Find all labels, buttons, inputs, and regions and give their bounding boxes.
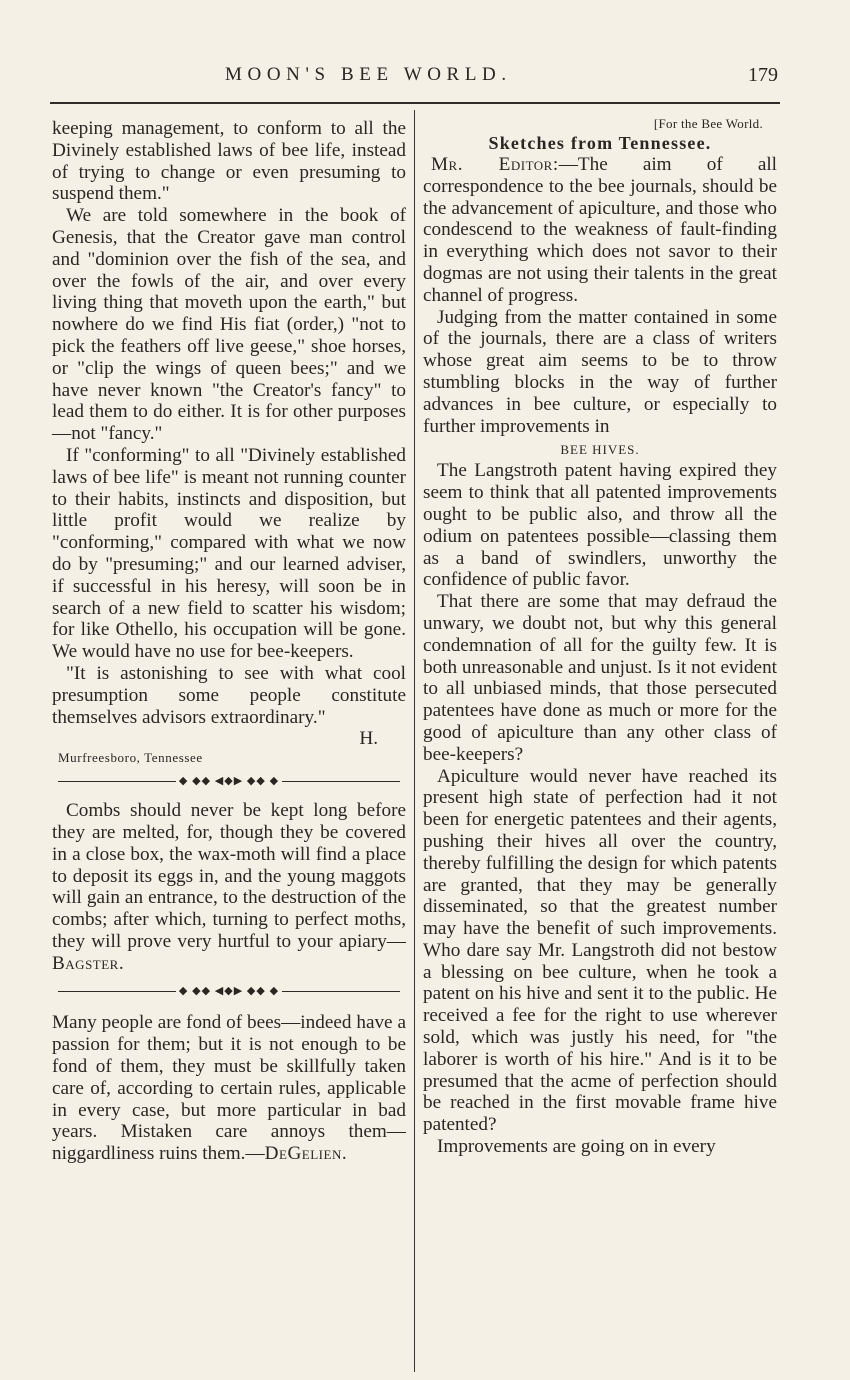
column-divider: [414, 110, 415, 1372]
salutation: Mr. Editor:: [431, 154, 559, 175]
running-title: MOON'S BEE WORLD.: [225, 64, 512, 85]
divider-line: [282, 781, 400, 782]
ornamental-divider: [52, 774, 406, 788]
dateline: Murfreesboro, Tennessee: [58, 750, 203, 766]
paragraph: If "conforming" to all "Divinely established laws of bee life" is meant not running counter to their habits, instincts and disposition, but little profit would we realize by "conforming," compared with what we now do by "presuming;" and our learned adviser, if successful in his heresy, will soon be in search of a new field to scatter his wisdom; for like Othello, his occupation will be gone. We would have no use for bee-keepers.: [52, 444, 406, 663]
paragraph: [423, 154, 777, 307]
author-initial: H.: [359, 728, 378, 750]
header-rule: [50, 102, 780, 104]
paragraph: [52, 800, 406, 974]
section-heading: BEE HIVES.: [560, 442, 640, 458]
right-column: [423, 117, 777, 1158]
page-number: 179: [748, 64, 778, 86]
paragraph-text: Combs should never be kept long before they are melted, for, though they be covered in a close box, the wax-moth will find a place to deposit its eggs in, and the young maggots will gain an entrance, to the destruction of the combs; after which, turning to perfect moths, they will prove very hurtful to your apiary—: [52, 800, 406, 952]
author-name: Bagster.: [52, 952, 125, 974]
source-note: [For the Bee World.: [653, 116, 763, 131]
paragraph: [52, 1012, 406, 1165]
paragraph: keeping management, to conform to all the Divinely established laws of bee life, instead of trying to change or even presuming to suspend them.": [52, 118, 406, 205]
left-column: [52, 118, 406, 1165]
paragraph: Judging from the matter contained in some of the journals, there are a class of writers whose great aim seems to be to throw stumbling blocks in the way of further advances in bee culture, or especially to further improvements in: [423, 306, 777, 437]
divider-ornament: ◆ ◆◆ ◀◆▶ ◆◆ ◆: [178, 984, 280, 997]
paragraph-text: —The aim of all correspondence to the bee journals, should be the advancement of apiculture, and those who condescend to the weakness of fault-finding in everything which does not savor to their dogmas are not using their talents in the great channel of progress.: [423, 154, 778, 306]
paragraph: Improvements are going on in every: [437, 1136, 716, 1158]
paragraph: We are told somewhere in the book of Genesis, that the Creator gave man control and "dominion over the fish of the sea, and over the fowls of the air, and over every living thing that moveth upon the earth," but nowhere do we find His fiat (order,) "not to pick the feathers off live geese," shoe horses, or "clip the wings of queen bees;" and we have never known "the Creator's fancy" to lead them to do either. It is for other purposes—not "fancy.": [52, 205, 406, 445]
paragraph-text: Many people are fond of bees—indeed have a passion for them; but it is not enough to be fond of them, they must be skillfully taken care of, according to certain rules, applicable in every case, but more particular in bad years. Mistaken care annoys them—niggardliness ruins them.—: [52, 1012, 406, 1165]
paragraph: The Langstroth patent having expired they seem to think that all patented improvements ought to be public also, and throw all the odium on patentees possible—classing them as a band of swindlers, unworthy the confidence of public favor.: [423, 460, 777, 591]
author-name: DeGelien.: [264, 1143, 348, 1165]
article-title: Sketches from Tennessee.: [488, 133, 712, 153]
divider-line: [282, 991, 400, 992]
divider-line: [58, 991, 176, 992]
signoff: [52, 728, 406, 750]
quotation-paragraph: "It is astonishing to see with what cool presumption some people constitute themselves advisors extraordinary.": [52, 662, 406, 728]
paragraph: Apiculture would never have reached its present high state of perfection had it not been for energetic patentees and their agents, pushing their hives all over the country, thereby fulfilling the design for which patents are granted, that they may be generally disseminated, so that the greatest number may have the benefit of such improvements. Who dare say Mr. Langstroth did not bestow a blessing on bee culture, when he took a patent on his hive and sent it to the public. He received a fee for the right to use wherever sold, which was justly his need, for "the laborer is worth of his hire." And is it to be presumed that the acme of perfection should be reached in the first movable frame hive patented?: [423, 765, 777, 1136]
page-header: [0, 60, 850, 92]
ornamental-divider: [52, 984, 406, 998]
divider-line: [58, 781, 176, 782]
paragraph: That there are some that may defraud the unwary, we doubt not, but why this general condemnation of all for the guilty few. It is both unreasonable and unjust. Is it not evident to all unbiased minds, that those persecuted patentees have done as much or more for the good of apiculture than any other class of bee-keepers?: [423, 591, 777, 765]
divider-ornament: ◆ ◆◆ ◀◆▶ ◆◆ ◆: [178, 774, 280, 787]
